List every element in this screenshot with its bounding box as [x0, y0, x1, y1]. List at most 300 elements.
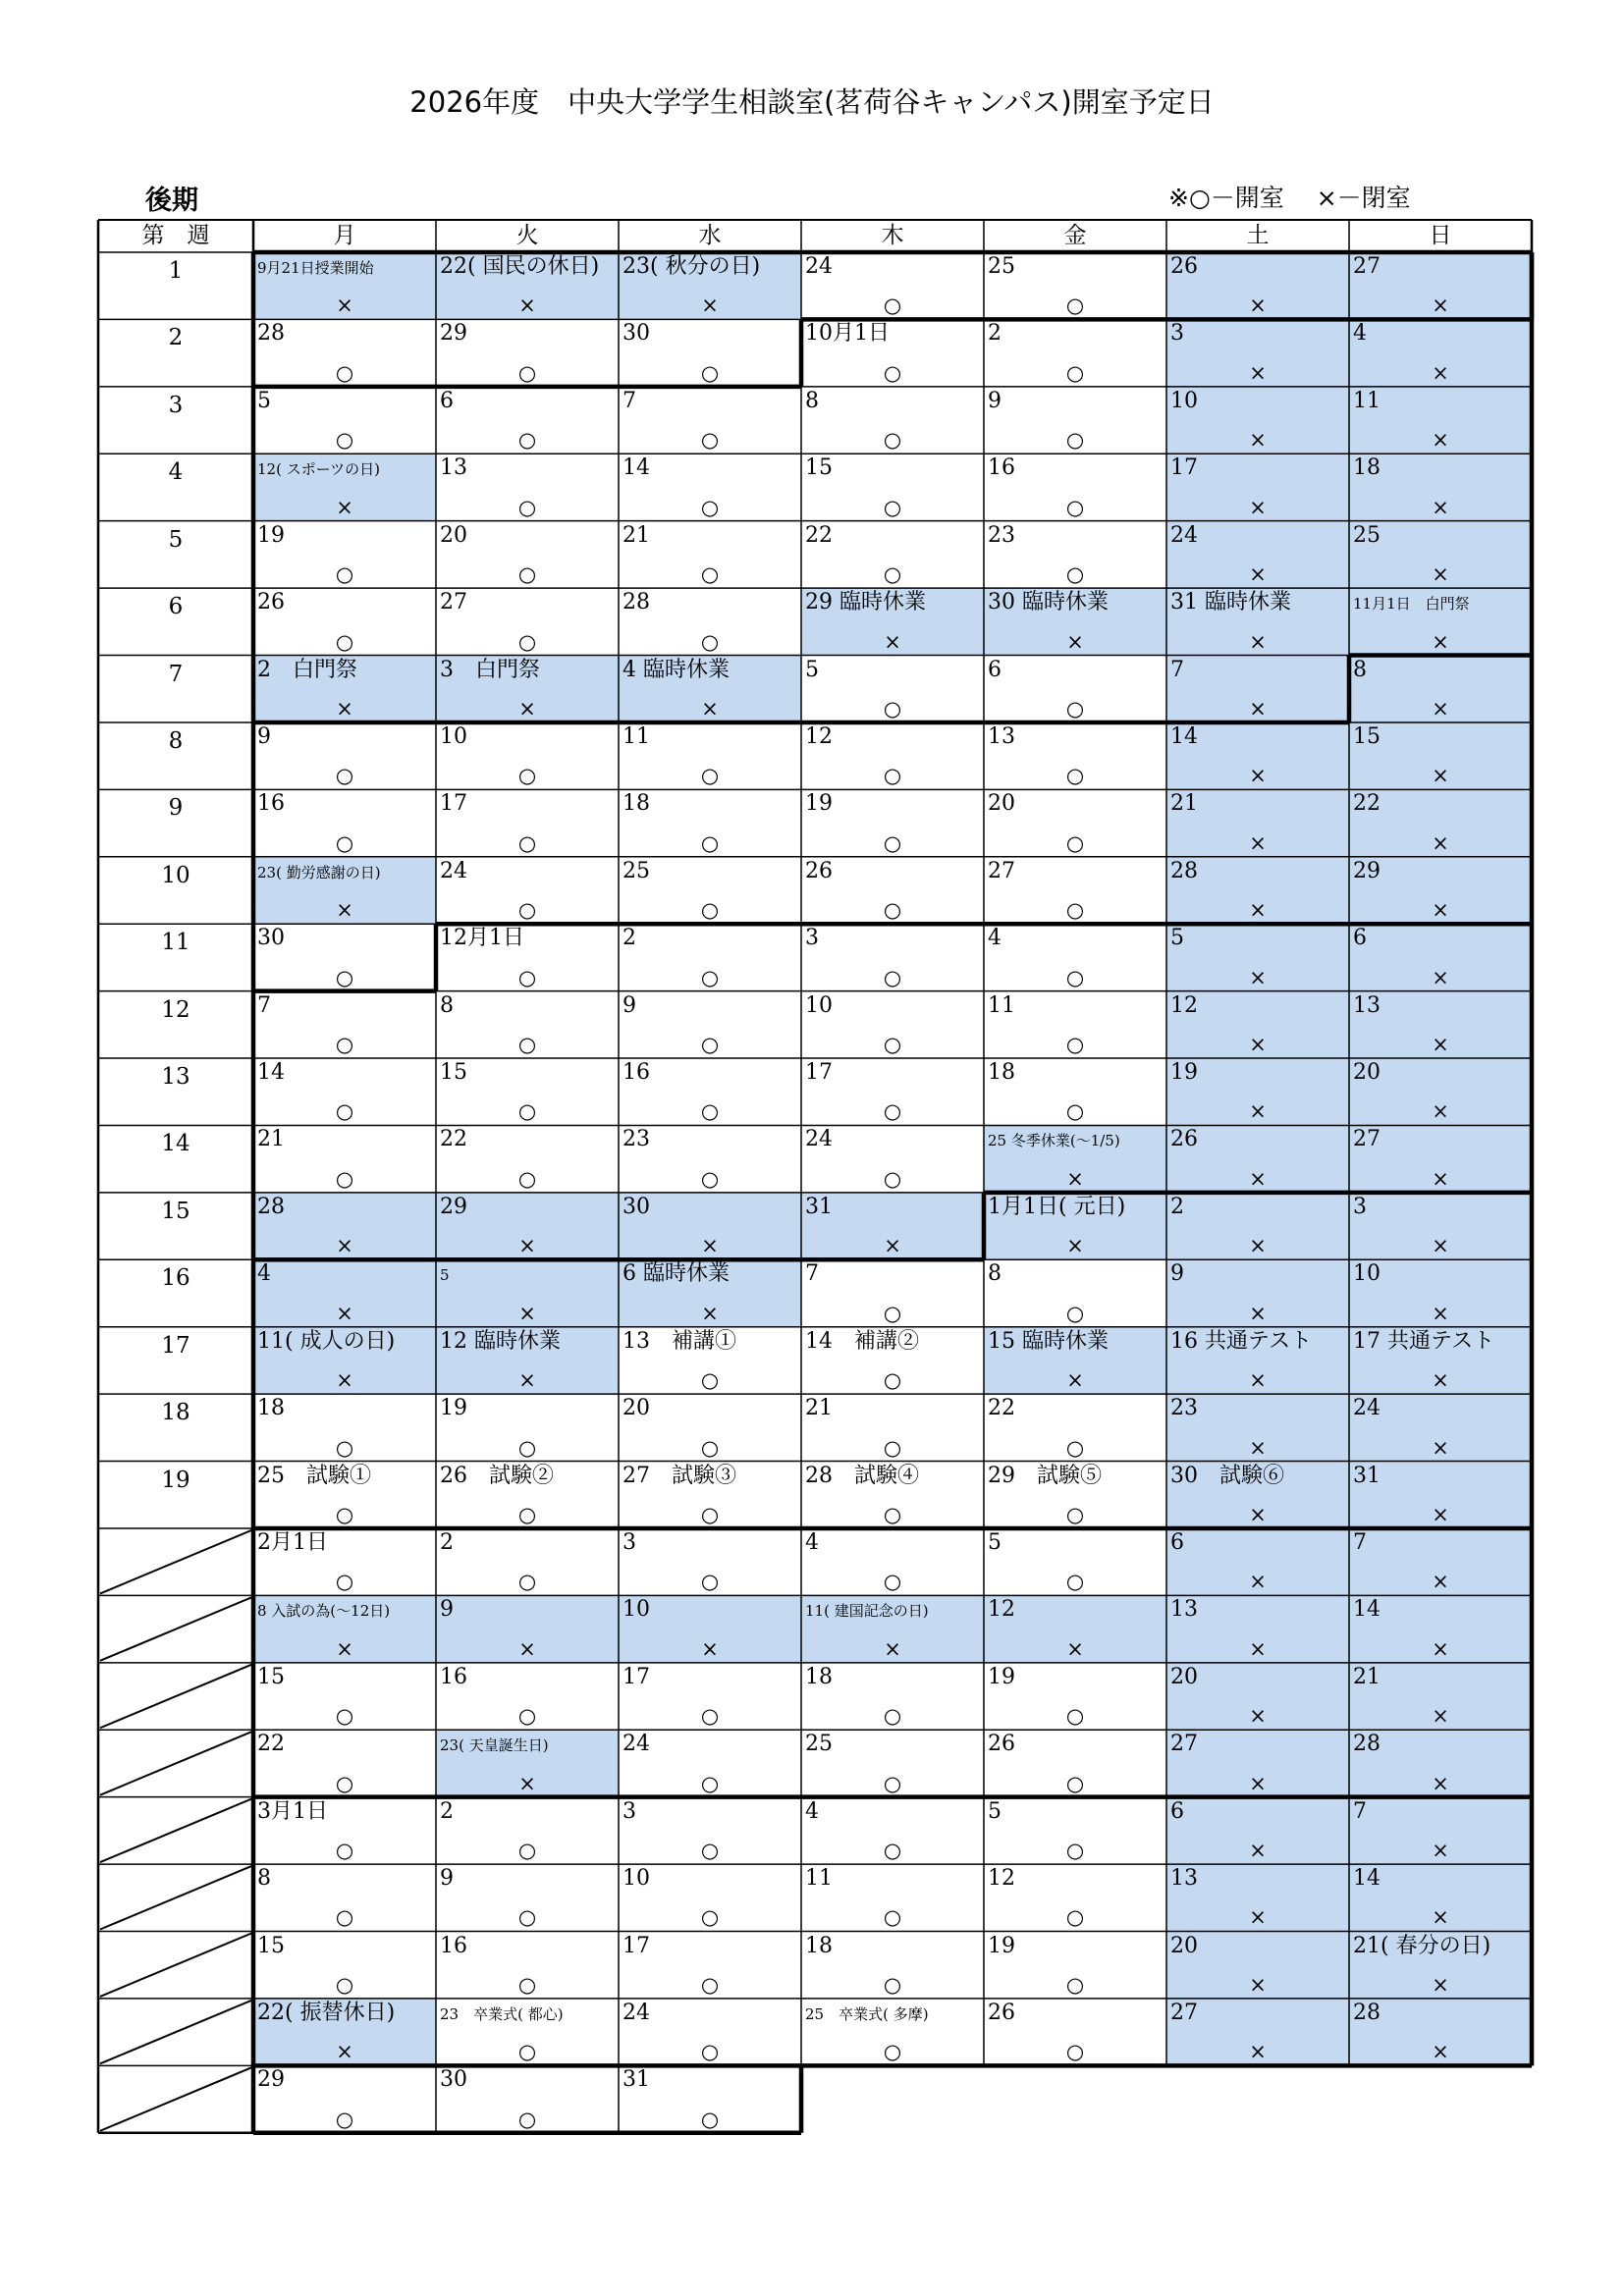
day-label: 7 [1170, 657, 1184, 682]
empty-week-slash [100, 2067, 251, 2130]
day-label: 5 [988, 1798, 1001, 1824]
weekday-header: 火 [515, 223, 539, 248]
week-number: 15 [161, 1198, 190, 1224]
page-title: 2026年度 中央大学学生相談室(茗荷谷キャンパス)開室予定日 [409, 85, 1215, 119]
closed-mark: × [1432, 1301, 1449, 1325]
day-label: 30 試験⑥ [1170, 1463, 1284, 1488]
day-label: 28 [257, 321, 285, 347]
open-mark: ○ [1065, 562, 1085, 587]
open-mark: ○ [517, 1166, 537, 1191]
closed-mark: × [1432, 428, 1449, 453]
day-label: 7 [1353, 1529, 1367, 1555]
day-label: 8 [257, 1866, 271, 1892]
day-label: 20 [623, 1396, 650, 1421]
day-label: 31 [623, 2067, 650, 2093]
day-label: 7 [805, 1261, 819, 1287]
open-mark: ○ [335, 360, 354, 385]
closed-mark: × [1249, 1636, 1267, 1661]
day-label: 26 試験② [440, 1463, 554, 1488]
open-mark: ○ [517, 2107, 537, 2131]
day-label: 28 [1353, 1732, 1380, 1757]
closed-mark: × [1432, 1905, 1449, 1930]
day-label: 27 [988, 858, 1015, 883]
term-label: 後期 [145, 186, 198, 216]
day-label: 17 共通テスト [1353, 1328, 1495, 1354]
open-mark: ○ [883, 1099, 902, 1124]
day-label: 18 [257, 1396, 285, 1421]
closed-mark: × [1066, 629, 1084, 654]
open-mark: ○ [700, 1099, 720, 1124]
day-label: 22( 国民の休日) [440, 254, 600, 279]
day-label: 23( 勤労感謝の日) [257, 863, 381, 881]
day-label: 9 [623, 992, 636, 1018]
closed-mark: × [1249, 1099, 1267, 1124]
open-mark: ○ [335, 1771, 354, 1795]
open-mark: ○ [335, 764, 354, 788]
day-label: 21 [805, 1396, 833, 1421]
day-label: 25 [805, 1732, 833, 1757]
closed-mark: × [1432, 1166, 1449, 1191]
day-label: 29 [257, 2067, 285, 2093]
week-number: 12 [161, 996, 190, 1023]
closed-mark: × [1249, 830, 1267, 855]
day-label: 28 [1170, 858, 1198, 883]
open-mark: ○ [700, 562, 720, 587]
closed-mark: × [336, 898, 353, 923]
open-mark: ○ [335, 830, 354, 855]
day-label: 10 [1353, 1261, 1380, 1287]
day-label: 3月1日 [257, 1798, 328, 1824]
open-mark: ○ [517, 764, 537, 788]
day-label: 25 [988, 254, 1015, 279]
open-mark: ○ [700, 1839, 720, 1863]
open-mark: ○ [700, 898, 720, 923]
open-mark: ○ [517, 562, 537, 587]
day-label: 5 [805, 657, 819, 682]
day-label: 22 [805, 522, 833, 548]
day-label: 4 [988, 926, 1001, 951]
day-label: 27 [1170, 1732, 1198, 1757]
week-number: 6 [168, 594, 184, 620]
open-mark: ○ [517, 1570, 537, 1594]
open-mark: ○ [1065, 360, 1085, 385]
day-label: 2 [988, 321, 1001, 347]
empty-week-slash [100, 2001, 251, 2063]
open-mark: ○ [335, 1905, 354, 1930]
day-label: 10 [805, 992, 833, 1018]
day-label: 23 [1170, 1396, 1198, 1421]
day-label: 30 臨時休業 [988, 590, 1109, 615]
open-mark: ○ [1065, 294, 1085, 318]
day-label: 20 [1170, 1664, 1198, 1689]
day-label: 14 補講② [805, 1328, 919, 1354]
closed-mark: × [1432, 629, 1449, 654]
open-mark: ○ [700, 1771, 720, 1795]
day-label: 16 [440, 1664, 467, 1689]
empty-week-slash [100, 1597, 251, 1660]
day-label: 14 [1353, 1597, 1380, 1623]
day-label: 24 [623, 2000, 650, 2025]
day-label: 10月1日 [805, 321, 890, 347]
open-mark: ○ [1065, 2040, 1085, 2064]
day-label: 30 [440, 2067, 467, 2093]
day-label: 21 [257, 1127, 285, 1152]
open-mark: ○ [1065, 1435, 1085, 1460]
day-label: 18 [623, 791, 650, 817]
day-label: 30 [623, 321, 650, 347]
open-mark: ○ [700, 1704, 720, 1729]
closed-mark: × [336, 2040, 353, 2064]
day-label: 10 [1170, 388, 1198, 413]
open-mark: ○ [700, 1502, 720, 1526]
day-label: 15 [257, 1933, 285, 1958]
closed-mark: × [518, 1301, 536, 1325]
day-label: 21 [1170, 791, 1198, 817]
empty-week-slash [100, 1732, 251, 1794]
day-label: 4 [1353, 321, 1367, 347]
closed-mark: × [518, 1234, 536, 1258]
open-mark: ○ [1065, 1301, 1085, 1325]
week-number: 16 [161, 1265, 190, 1292]
day-label: 6 [440, 388, 454, 413]
open-mark: ○ [1065, 1570, 1085, 1594]
day-label: 25 冬季休業(～1/5) [988, 1132, 1120, 1150]
week-number: 13 [161, 1064, 190, 1091]
empty-week-slash [100, 1799, 251, 1862]
open-mark: ○ [335, 1839, 354, 1863]
closed-mark: × [1066, 1166, 1084, 1191]
open-mark: ○ [883, 1972, 902, 1997]
day-label: 13 補講① [623, 1328, 736, 1354]
day-label: 26 [805, 858, 833, 883]
day-label: 18 [1353, 455, 1380, 481]
day-label: 23( 秋分の日) [623, 254, 761, 279]
day-label: 11 [623, 723, 650, 749]
day-label: 2 [623, 926, 636, 951]
day-label: 16 [623, 1060, 650, 1086]
day-label: 7 [257, 992, 271, 1018]
open-mark: ○ [335, 1435, 354, 1460]
closed-mark: × [1432, 1435, 1449, 1460]
day-label: 8 [440, 992, 454, 1018]
day-label: 19 [1170, 1060, 1198, 1086]
open-mark: ○ [335, 1099, 354, 1124]
day-label: 15 [1353, 723, 1380, 749]
open-mark: ○ [1065, 1771, 1085, 1795]
closed-mark: × [1249, 764, 1267, 788]
week-number: 5 [168, 526, 184, 553]
weekday-header: 水 [698, 223, 722, 248]
open-mark: ○ [517, 1905, 537, 1930]
open-mark: ○ [335, 965, 354, 989]
closed-mark: × [518, 294, 536, 318]
closed-mark: × [1249, 1972, 1267, 1997]
day-label: 3 [623, 1529, 636, 1555]
open-mark: ○ [883, 1839, 902, 1863]
day-label: 3 [1353, 1194, 1367, 1219]
day-label: 30 [257, 926, 285, 951]
day-label: 15 [440, 1060, 467, 1086]
day-label: 4 臨時休業 [623, 657, 730, 682]
closed-mark: × [1249, 428, 1267, 453]
open-mark: ○ [700, 629, 720, 654]
closed-mark: × [1249, 965, 1267, 989]
day-label: 29 [440, 321, 467, 347]
closed-mark: × [518, 1636, 536, 1661]
day-label: 24 [805, 254, 833, 279]
closed-mark: × [1249, 294, 1267, 318]
open-mark: ○ [517, 1435, 537, 1460]
day-label: 26 [1170, 254, 1198, 279]
day-label: 24 [440, 858, 467, 883]
open-mark: ○ [883, 1704, 902, 1729]
weekday-header: 木 [881, 223, 904, 248]
week-number: 10 [161, 862, 190, 888]
open-mark: ○ [700, 830, 720, 855]
closed-mark: × [1432, 360, 1449, 385]
closed-mark: × [336, 1234, 353, 1258]
day-label: 29 [440, 1194, 467, 1219]
closed-mark: × [1432, 696, 1449, 721]
week-column-header: 第 週 [141, 223, 210, 248]
day-label: 8 [1353, 657, 1367, 682]
open-mark: ○ [335, 1972, 354, 1997]
day-label: 11 [1353, 388, 1380, 413]
open-mark: ○ [700, 1368, 720, 1393]
day-label: 10 [623, 1597, 650, 1623]
day-label: 9 [988, 388, 1001, 413]
closed-mark: × [1249, 495, 1267, 519]
open-mark: ○ [883, 830, 902, 855]
open-mark: ○ [700, 360, 720, 385]
day-label: 9 [257, 723, 271, 749]
open-mark: ○ [517, 360, 537, 385]
open-mark: ○ [1065, 1502, 1085, 1526]
day-label: 10 [440, 723, 467, 749]
closed-mark: × [336, 696, 353, 721]
closed-mark: × [518, 696, 536, 721]
closed-mark: × [1432, 2040, 1449, 2064]
day-label: 24 [805, 1127, 833, 1152]
day-label: 25 卒業式( 多摩) [805, 2004, 929, 2023]
day-label: 5 [1170, 926, 1184, 951]
closed-mark: × [1249, 1771, 1267, 1795]
day-label: 13 [988, 723, 1015, 749]
weekday-header: 土 [1246, 223, 1270, 248]
day-label: 8 入試の為(～12日) [257, 1602, 391, 1621]
day-label: 27 [1170, 2000, 1198, 2025]
closed-mark: × [1432, 495, 1449, 519]
open-mark: ○ [883, 1033, 902, 1057]
week-number: 9 [168, 795, 184, 822]
open-mark: ○ [883, 1502, 902, 1526]
day-label: 26 [1170, 1127, 1198, 1152]
open-mark: ○ [517, 428, 537, 453]
legend: ※○－開室 ×－閉室 [1168, 184, 1411, 212]
day-label: 16 [988, 455, 1015, 481]
day-label: 9 [440, 1597, 454, 1623]
open-mark: ○ [883, 1570, 902, 1594]
day-label: 27 [1353, 1127, 1380, 1152]
open-mark: ○ [1065, 1704, 1085, 1729]
day-label: 11 [988, 992, 1015, 1018]
day-label: 24 [623, 1732, 650, 1757]
day-label: 16 共通テスト [1170, 1328, 1313, 1354]
weekday-header: 金 [1063, 223, 1087, 248]
day-label: 11 [805, 1866, 833, 1892]
closed-mark: × [1432, 1636, 1449, 1661]
closed-mark: × [1249, 1704, 1267, 1729]
open-mark: ○ [517, 1839, 537, 1863]
day-label: 27 [1353, 254, 1380, 279]
closed-mark: × [1432, 1839, 1449, 1863]
day-label: 19 [440, 1396, 467, 1421]
open-mark: ○ [335, 2107, 354, 2131]
open-mark: ○ [883, 1771, 902, 1795]
week-number: 2 [168, 325, 184, 351]
day-label: 19 [988, 1933, 1015, 1958]
day-label: 6 [1170, 1798, 1184, 1824]
weekday-header: 月 [333, 223, 356, 248]
closed-mark: × [1432, 1570, 1449, 1594]
day-label: 15 [805, 455, 833, 481]
open-mark: ○ [883, 1301, 902, 1325]
day-label: 6 [1170, 1529, 1184, 1555]
open-mark: ○ [517, 1704, 537, 1729]
day-label: 29 [1353, 858, 1380, 883]
closed-mark: × [336, 1368, 353, 1393]
day-label: 22 [440, 1127, 467, 1152]
closed-mark: × [701, 1234, 719, 1258]
day-label: 13 [1170, 1597, 1198, 1623]
open-mark: ○ [335, 562, 354, 587]
day-label: 28 [623, 590, 650, 615]
open-mark: ○ [883, 1368, 902, 1393]
closed-mark: × [336, 1301, 353, 1325]
day-label: 29 臨時休業 [805, 590, 926, 615]
day-label: 21( 春分の日) [1353, 1933, 1491, 1958]
day-label: 27 試験③ [623, 1463, 736, 1488]
day-label: 22( 振替休日) [257, 2000, 396, 2025]
day-label: 29 試験⑤ [988, 1463, 1102, 1488]
day-label: 7 [1353, 1798, 1367, 1824]
closed-mark: × [701, 1636, 719, 1661]
open-mark: ○ [335, 1033, 354, 1057]
week-number: 14 [161, 1131, 190, 1157]
open-mark: ○ [700, 1033, 720, 1057]
day-label: 30 [623, 1194, 650, 1219]
open-mark: ○ [883, 1166, 902, 1191]
closed-mark: × [1249, 2040, 1267, 2064]
day-label: 14 [1170, 723, 1198, 749]
open-mark: ○ [700, 2107, 720, 2131]
day-label: 2 [1170, 1194, 1184, 1219]
closed-mark: × [1249, 629, 1267, 654]
day-label: 6 臨時休業 [623, 1261, 730, 1287]
open-mark: ○ [517, 898, 537, 923]
day-label: 3 [1170, 321, 1184, 347]
day-label: 12 [805, 723, 833, 749]
day-label: 22 [988, 1396, 1015, 1421]
day-label: 11月1日 白門祭 [1353, 595, 1470, 614]
week-number: 11 [161, 930, 190, 956]
closed-mark: × [1066, 1636, 1084, 1661]
open-mark: ○ [883, 360, 902, 385]
open-mark: ○ [1065, 495, 1085, 519]
empty-week-slash [100, 1866, 251, 1929]
day-label: 3 白門祭 [440, 657, 540, 682]
week-number: 7 [168, 661, 184, 687]
open-mark: ○ [335, 1502, 354, 1526]
day-label: 2月1日 [257, 1529, 328, 1555]
week-number: 1 [168, 258, 184, 284]
day-label: 22 [1353, 791, 1380, 817]
closed-mark: × [518, 1368, 536, 1393]
open-mark: ○ [883, 428, 902, 453]
day-label: 16 [440, 1933, 467, 1958]
day-label: 17 [623, 1933, 650, 1958]
day-label: 3 [805, 926, 819, 951]
day-label: 22 [257, 1732, 285, 1757]
day-label: 11( 建国記念の日) [805, 1602, 929, 1621]
weekday-header: 日 [1429, 223, 1452, 248]
day-label: 31 [1353, 1463, 1380, 1488]
closed-mark: × [884, 629, 901, 654]
day-label: 27 [440, 590, 467, 615]
day-label: 17 [440, 791, 467, 817]
closed-mark: × [1249, 1166, 1267, 1191]
day-label: 10 [623, 1866, 650, 1892]
day-label: 20 [1170, 1933, 1198, 1958]
open-mark: ○ [1065, 830, 1085, 855]
day-label: 15 臨時休業 [988, 1328, 1109, 1354]
open-mark: ○ [700, 764, 720, 788]
open-mark: ○ [883, 965, 902, 989]
open-mark: ○ [883, 898, 902, 923]
day-label: 9 [440, 1866, 454, 1892]
open-mark: ○ [1065, 428, 1085, 453]
open-mark: ○ [700, 1570, 720, 1594]
day-label: 31 臨時休業 [1170, 590, 1291, 615]
day-label: 12 [988, 1597, 1015, 1623]
day-label: 2 白門祭 [257, 657, 357, 682]
day-label: 8 [988, 1261, 1001, 1287]
open-mark: ○ [1065, 1972, 1085, 1997]
day-label: 28 [1353, 2000, 1380, 2025]
closed-mark: × [1432, 1502, 1449, 1526]
day-label: 20 [1353, 1060, 1380, 1086]
day-label: 23 [623, 1127, 650, 1152]
open-mark: ○ [517, 2040, 537, 2064]
open-mark: ○ [335, 428, 354, 453]
open-mark: ○ [883, 1435, 902, 1460]
open-mark: ○ [883, 495, 902, 519]
day-label: 21 [623, 522, 650, 548]
week-number: 18 [161, 1400, 190, 1426]
day-label: 4 [805, 1798, 819, 1824]
closed-mark: × [1249, 562, 1267, 587]
day-label: 20 [440, 522, 467, 548]
open-mark: ○ [1065, 1099, 1085, 1124]
closed-mark: × [1249, 1839, 1267, 1863]
day-label: 14 [1353, 1866, 1380, 1892]
closed-mark: × [1432, 965, 1449, 989]
closed-mark: × [1249, 1234, 1267, 1258]
day-label: 24 [1170, 522, 1198, 548]
open-mark: ○ [700, 1905, 720, 1930]
closed-mark: × [1249, 1905, 1267, 1930]
day-label: 23 卒業式( 都心) [440, 2004, 564, 2023]
